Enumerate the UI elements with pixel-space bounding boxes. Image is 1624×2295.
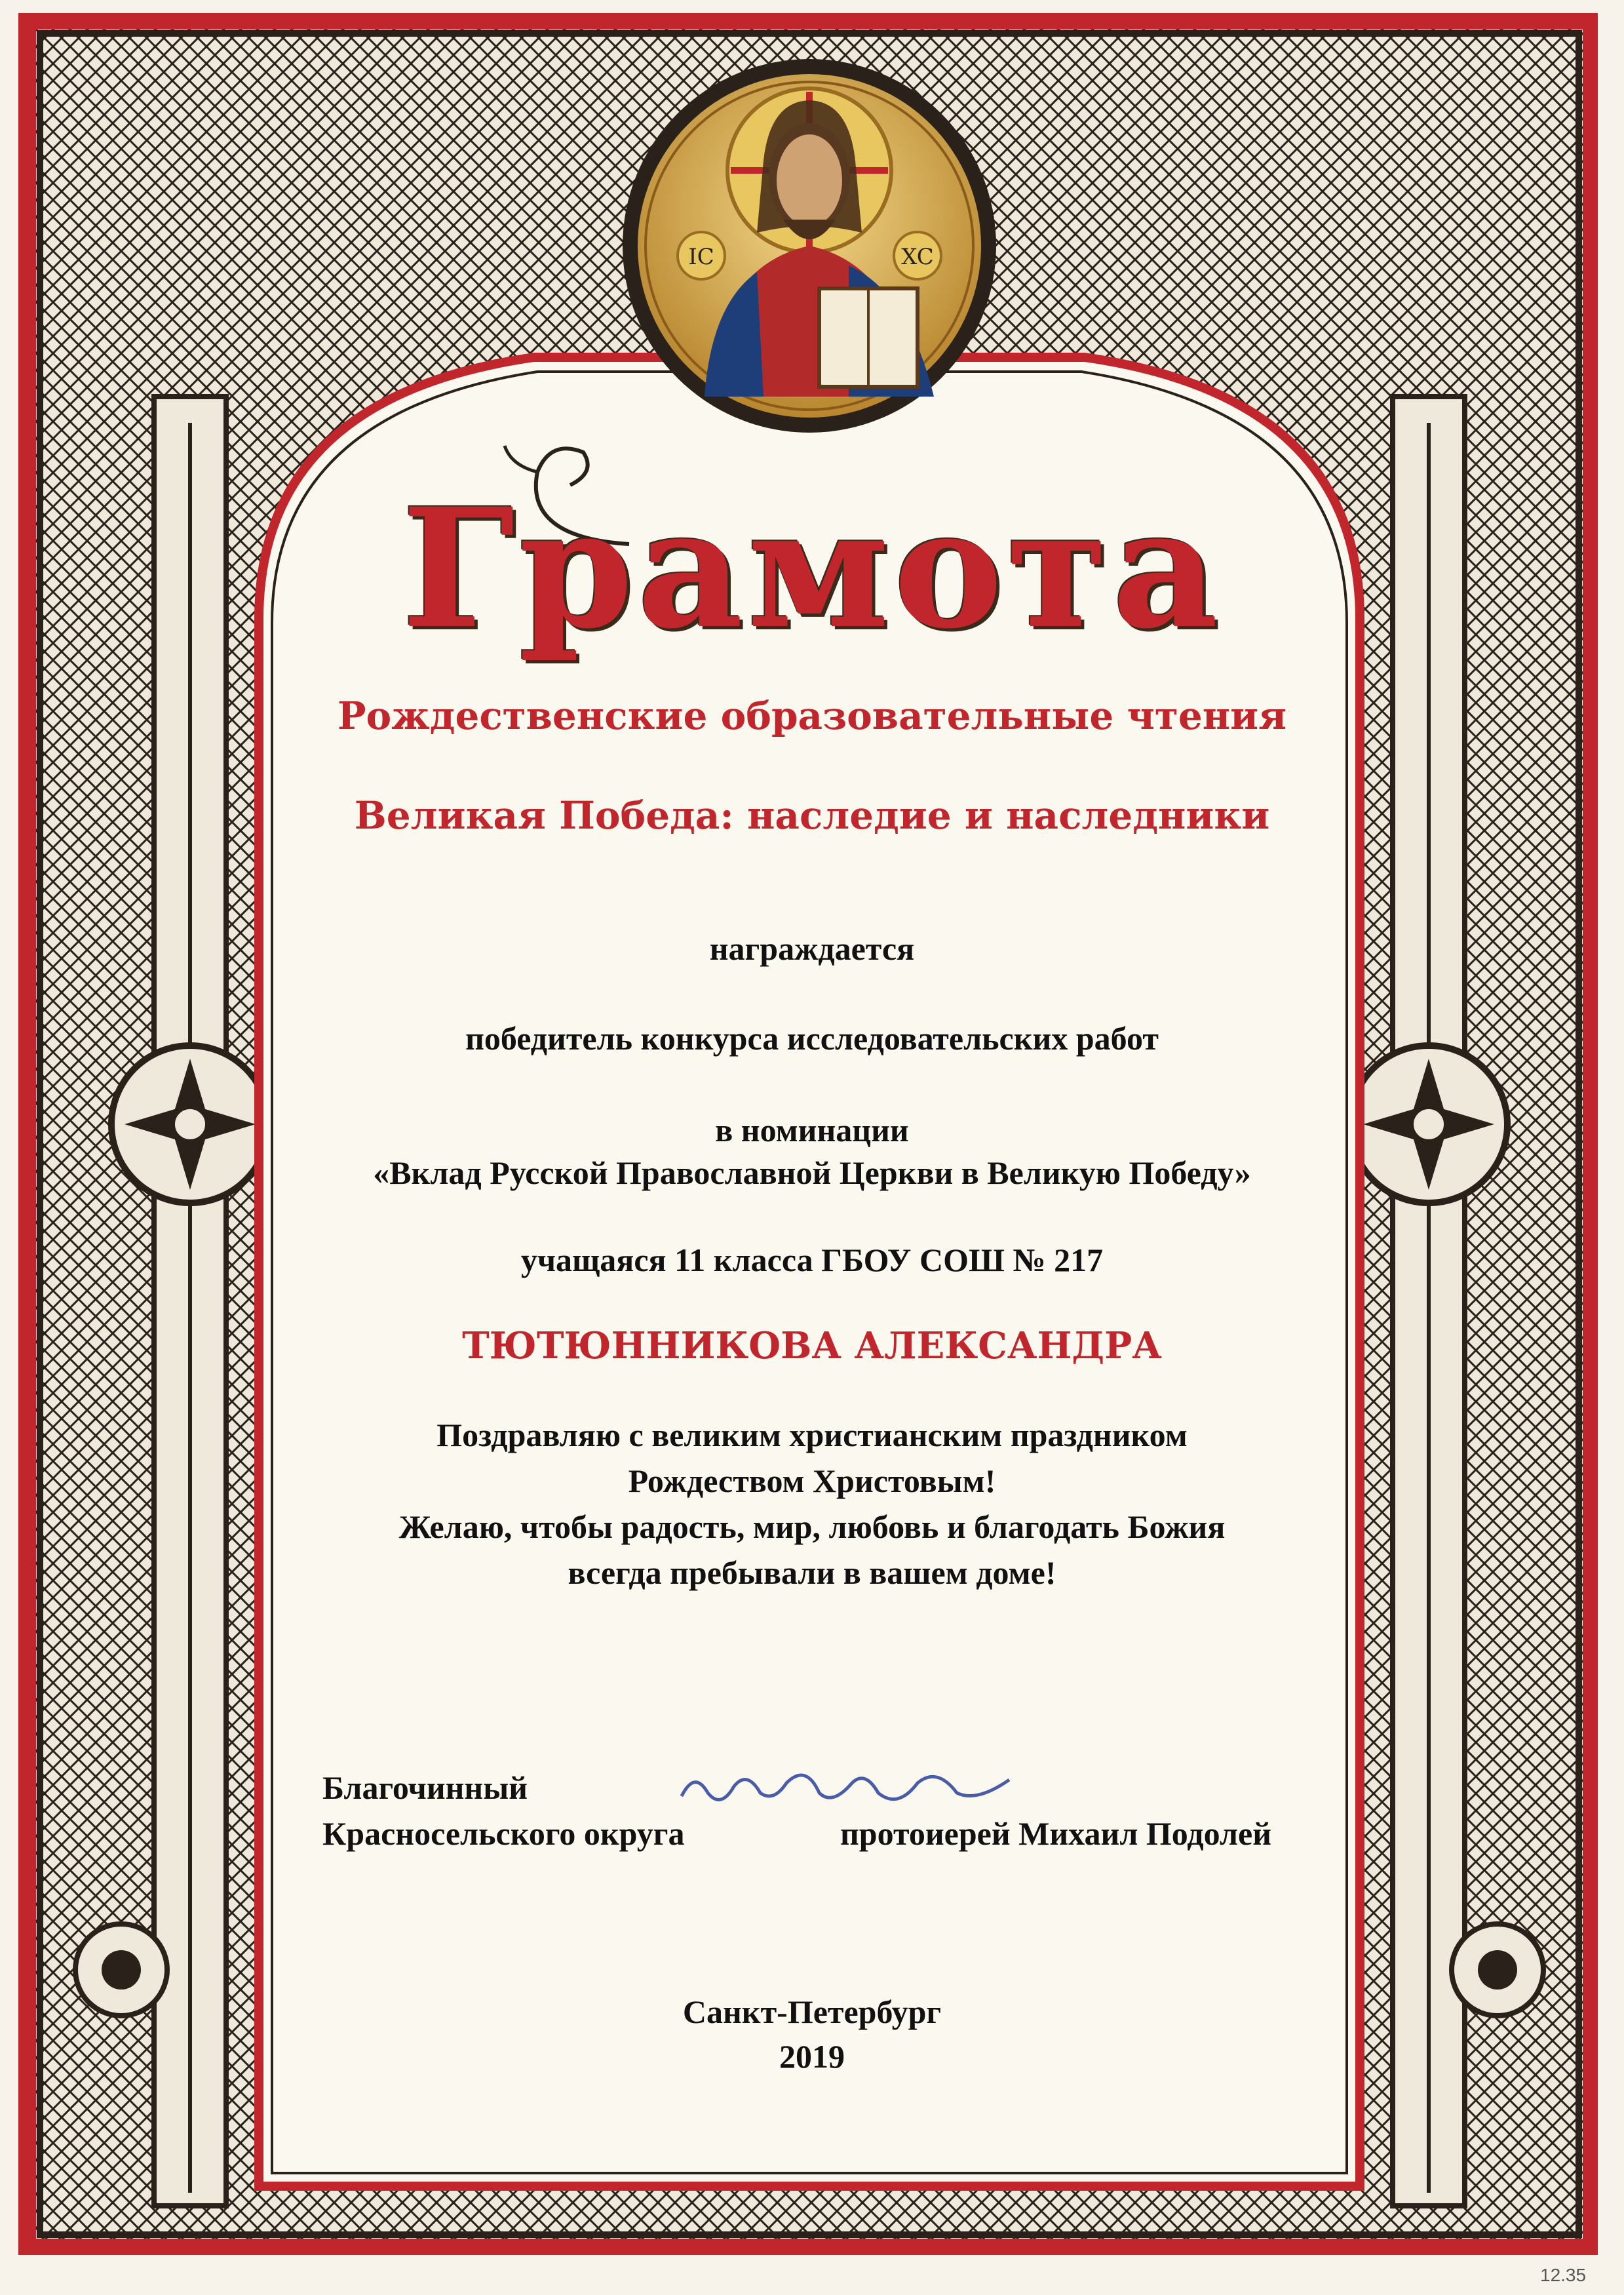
signatory-title-line1: Благочинный — [322, 1769, 528, 1806]
greeting-line: Поздравляю с великим христианским праздником — [436, 1417, 1188, 1453]
city: Санкт-Петербург — [682, 1993, 942, 2030]
certificate-title: Грамота — [401, 472, 1223, 665]
icon-label-left: IC — [688, 244, 714, 270]
scan-code: 12.35 — [1540, 2265, 1587, 2285]
event-theme: Великая Победа: наследие и наследники — [354, 793, 1270, 838]
student-info: учащаяся 11 класса ГБОУ СОШ № 217 — [520, 1242, 1104, 1278]
icon-label-right: XC — [901, 244, 934, 270]
awarded-text: награждается — [709, 930, 915, 967]
signatory-title-line2: Красносельского округа — [322, 1815, 685, 1852]
nomination-prefix: в номинации — [715, 1112, 909, 1148]
event-name: Рождественские образовательные чтения — [337, 694, 1287, 738]
winner-text: победитель конкурса исследовательских работ — [465, 1020, 1159, 1057]
student-name: ТЮТЮННИКОВА АЛЕКСАНДРА — [462, 1324, 1162, 1367]
year: 2019 — [779, 2038, 845, 2075]
greeting-line: Рождеством Христовым! — [628, 1462, 996, 1499]
signatory-name: протоиерей Михаил Подолей — [840, 1815, 1272, 1852]
greeting-line: всегда пребывали в вашем доме! — [568, 1554, 1056, 1591]
handwritten-signature — [675, 1757, 1016, 1816]
greeting-line: Желаю, чтобы радость, мир, любовь и благодать Божия — [398, 1508, 1226, 1545]
nomination-title: «Вклад Русской Православной Церкви в Великую Победу» — [373, 1154, 1251, 1191]
